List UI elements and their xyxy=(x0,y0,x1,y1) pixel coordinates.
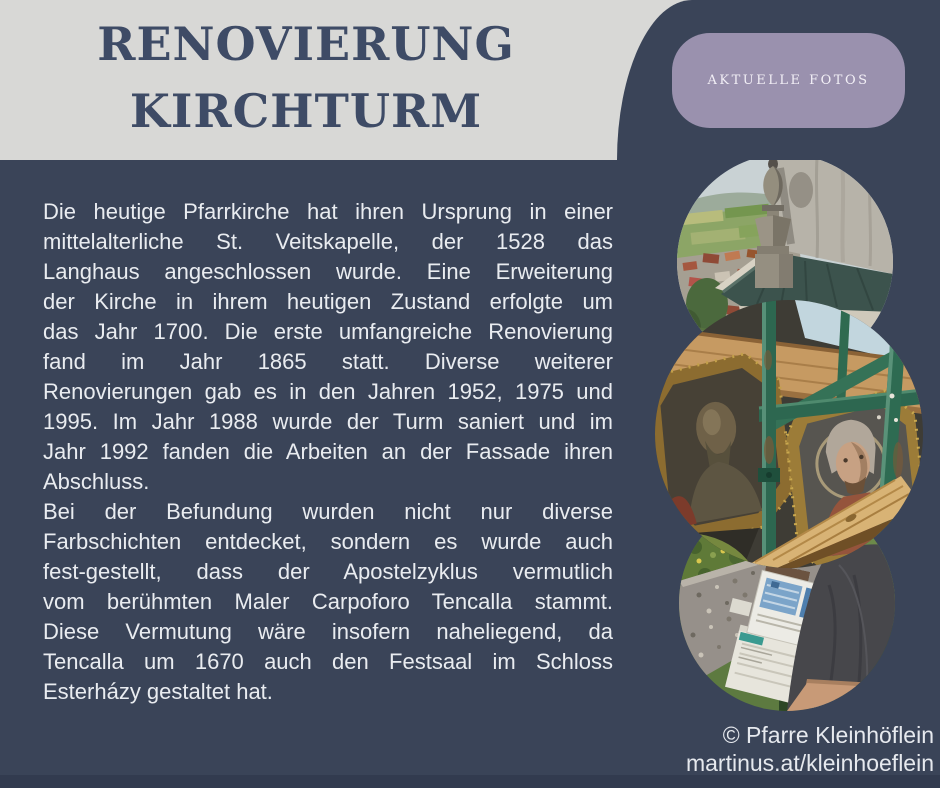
text-line: Jahr 1992 fanden die Arbeiten an der Fassade ihren xyxy=(43,439,613,464)
paragraph-findings xyxy=(43,497,613,707)
text-line: Farbschichten entdecket, sondern es wurde auch xyxy=(43,529,613,554)
apostle-paintings-illustration xyxy=(655,300,923,568)
photos-badge-label: AKTUELLE FOTOS xyxy=(707,73,870,88)
text-line: das Jahr 1700. Die erste umfangreiche Renovierung xyxy=(43,319,613,344)
text-line: fand im Jahr 1865 statt. Diverse weiterer xyxy=(43,349,613,374)
text-line: 1995. Im Jahr 1988 wurde der Turm saniert und im xyxy=(43,409,613,434)
credit-block xyxy=(686,721,934,777)
body-text xyxy=(43,197,613,707)
page-title xyxy=(0,11,612,145)
photo-apostle-paintings xyxy=(655,300,923,568)
text-line: fest-gestellt, dass der Apostelzyklus vermutlich xyxy=(43,559,613,584)
text-line: Esterházy gestaltet hat. xyxy=(43,679,273,704)
text-line: Renovierungen gab es in den Jahren 1952, 1975 und xyxy=(43,379,613,404)
text-line: mittelalterliche St. Veitskapelle, der 1528 das xyxy=(43,229,613,254)
page-title-line1: RENOVIERUNG xyxy=(97,17,515,71)
text-line: Bei der Befundung wurden nicht nur diverse xyxy=(43,499,613,524)
text-line: vom berühmten Maler Carpoforo Tencalla stammt. xyxy=(43,589,613,614)
text-line: Die heutige Pfarrkirche hat ihren Ursprung in einer xyxy=(43,199,613,224)
website-url: martinus.at/kleinhoeflein xyxy=(685,750,934,776)
photos-badge xyxy=(672,33,905,128)
text-line: Abschluss. xyxy=(43,469,150,494)
text-line: Tencalla um 1670 auch den Festsaal im Schloss xyxy=(43,649,613,674)
page-title-line2: KIRCHTURM xyxy=(129,84,483,138)
credit-line: © Pfarre Kleinhöflein xyxy=(722,722,934,748)
paragraph-history xyxy=(43,197,613,497)
text-line: Langhaus angeschlossen wurde. Eine Erweiterung xyxy=(43,259,613,284)
text-line: der Kirche in ihrem heutigen Zustand erfolgte um xyxy=(43,289,613,314)
text-line: Diese Vermutung wäre insofern naheliegend, da xyxy=(43,619,613,644)
